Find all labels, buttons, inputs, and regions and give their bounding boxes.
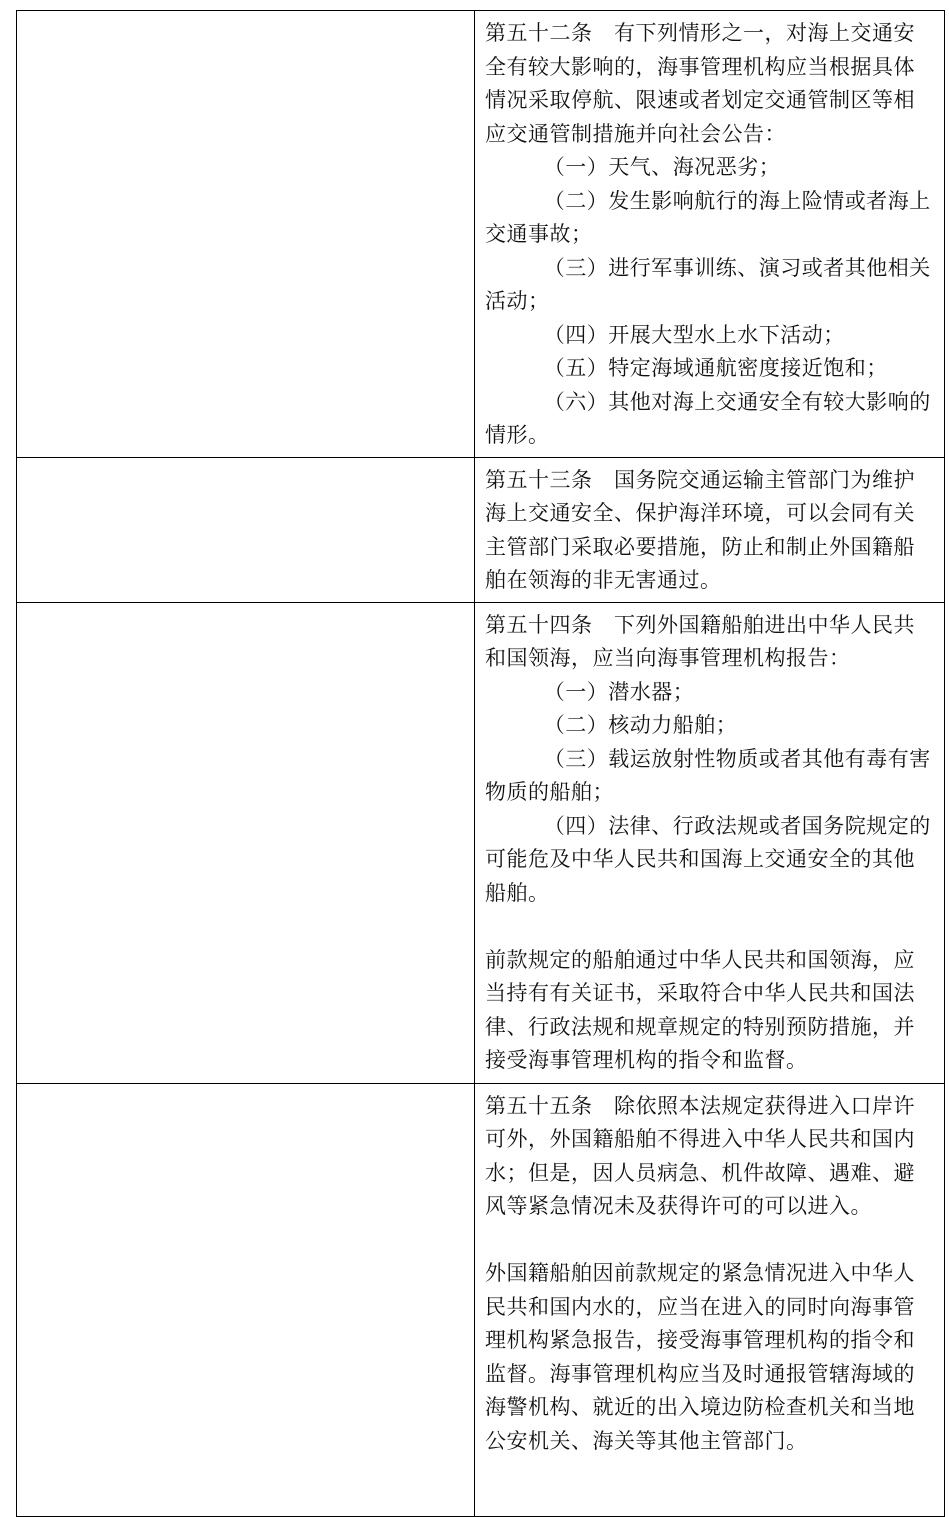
list-item: （二）核动力船舶； — [543, 713, 738, 737]
left-cell-empty — [17, 11, 475, 458]
left-cell-empty — [17, 602, 475, 1083]
paragraph: 第五十五条 除依照本法规定获得进入口岸许可外，外国籍船舶不得进入中华人民共和国内水；但是，因人员病急、机件故障、遇难、避风等紧急情况未及获得许可的可以进入。 — [485, 1093, 915, 1218]
list-item: （四）法律、行政法规或者国务院规定的可能危及中华人民共和国海上交通安全的其他船舶。 — [485, 813, 931, 905]
list-item: （六）其他对海上交通安全有较大影响的情形。 — [485, 389, 931, 447]
article-54-content — [475, 603, 944, 1082]
paragraph: 第五十三条 国务院交通运输主管部门为维护海上交通安全、保护海洋环境，可以会同有关主管部门采取必要措施，防止和制止外国籍船舶在领海的非无害通过。 — [485, 467, 915, 592]
table-row — [17, 602, 945, 1083]
regulation-table — [16, 10, 945, 1517]
list-item: （二）发生影响航行的海上险情或者海上交通事故； — [485, 188, 931, 246]
article-54-cell — [475, 602, 945, 1083]
article-52-cell — [475, 11, 945, 458]
paragraph: 外国籍船舶因前款规定的紧急情况进入中华人民共和国内水的，应当在进入的同时向海事管理机构紧急报告，接受海事管理机构的指令和监督。海事管理机构应当及时通报管辖海域的海警机构、就近的出入境边防检查机关和当地公安机关、海关等其他主管部门。 — [485, 1261, 915, 1453]
list-item: （一）天气、海况恶劣； — [543, 155, 781, 179]
list-item: （三）载运放射性物质或者其他有毒有害物质的船舶； — [485, 746, 931, 804]
list-item: （一）潜水器； — [543, 679, 695, 704]
article-53-cell — [475, 457, 945, 602]
paragraph: 第五十二条 有下列情形之一，对海上交通安全有较大影响的，海事管理机构应当根据具体情况采取停航、限速或者划定交通管制区等相应交通管制措施并向社会公告： — [485, 21, 915, 146]
list-item: （三）进行军事训练、演习或者其他相关活动； — [485, 255, 931, 313]
list-item: （四）开展大型水上水下活动； — [543, 322, 845, 347]
paragraph: 第五十四条 下列外国籍船舶进出中华人民共和国领海，应当向海事管理机构报告： — [485, 612, 915, 670]
left-cell-empty — [17, 457, 475, 602]
table-row — [17, 11, 945, 458]
paragraph-gap — [485, 910, 934, 944]
article-55-content — [475, 1084, 944, 1463]
table-row — [17, 1083, 945, 1516]
paragraph-gap — [485, 1224, 934, 1258]
list-item: （五）特定海域通航密度接近饱和； — [543, 356, 888, 380]
left-cell-empty — [17, 1083, 475, 1516]
paragraph: 前款规定的船舶通过中华人民共和国领海，应当持有有关证书，采取符合中华人民共和国法律、行政法规和规章规定的特别预防措施，并接受海事管理机构的指令和监督。 — [485, 947, 915, 1072]
article-52-content — [475, 11, 944, 457]
article-53-content — [475, 458, 944, 602]
article-55-cell — [475, 1083, 945, 1516]
table-row — [17, 457, 945, 602]
